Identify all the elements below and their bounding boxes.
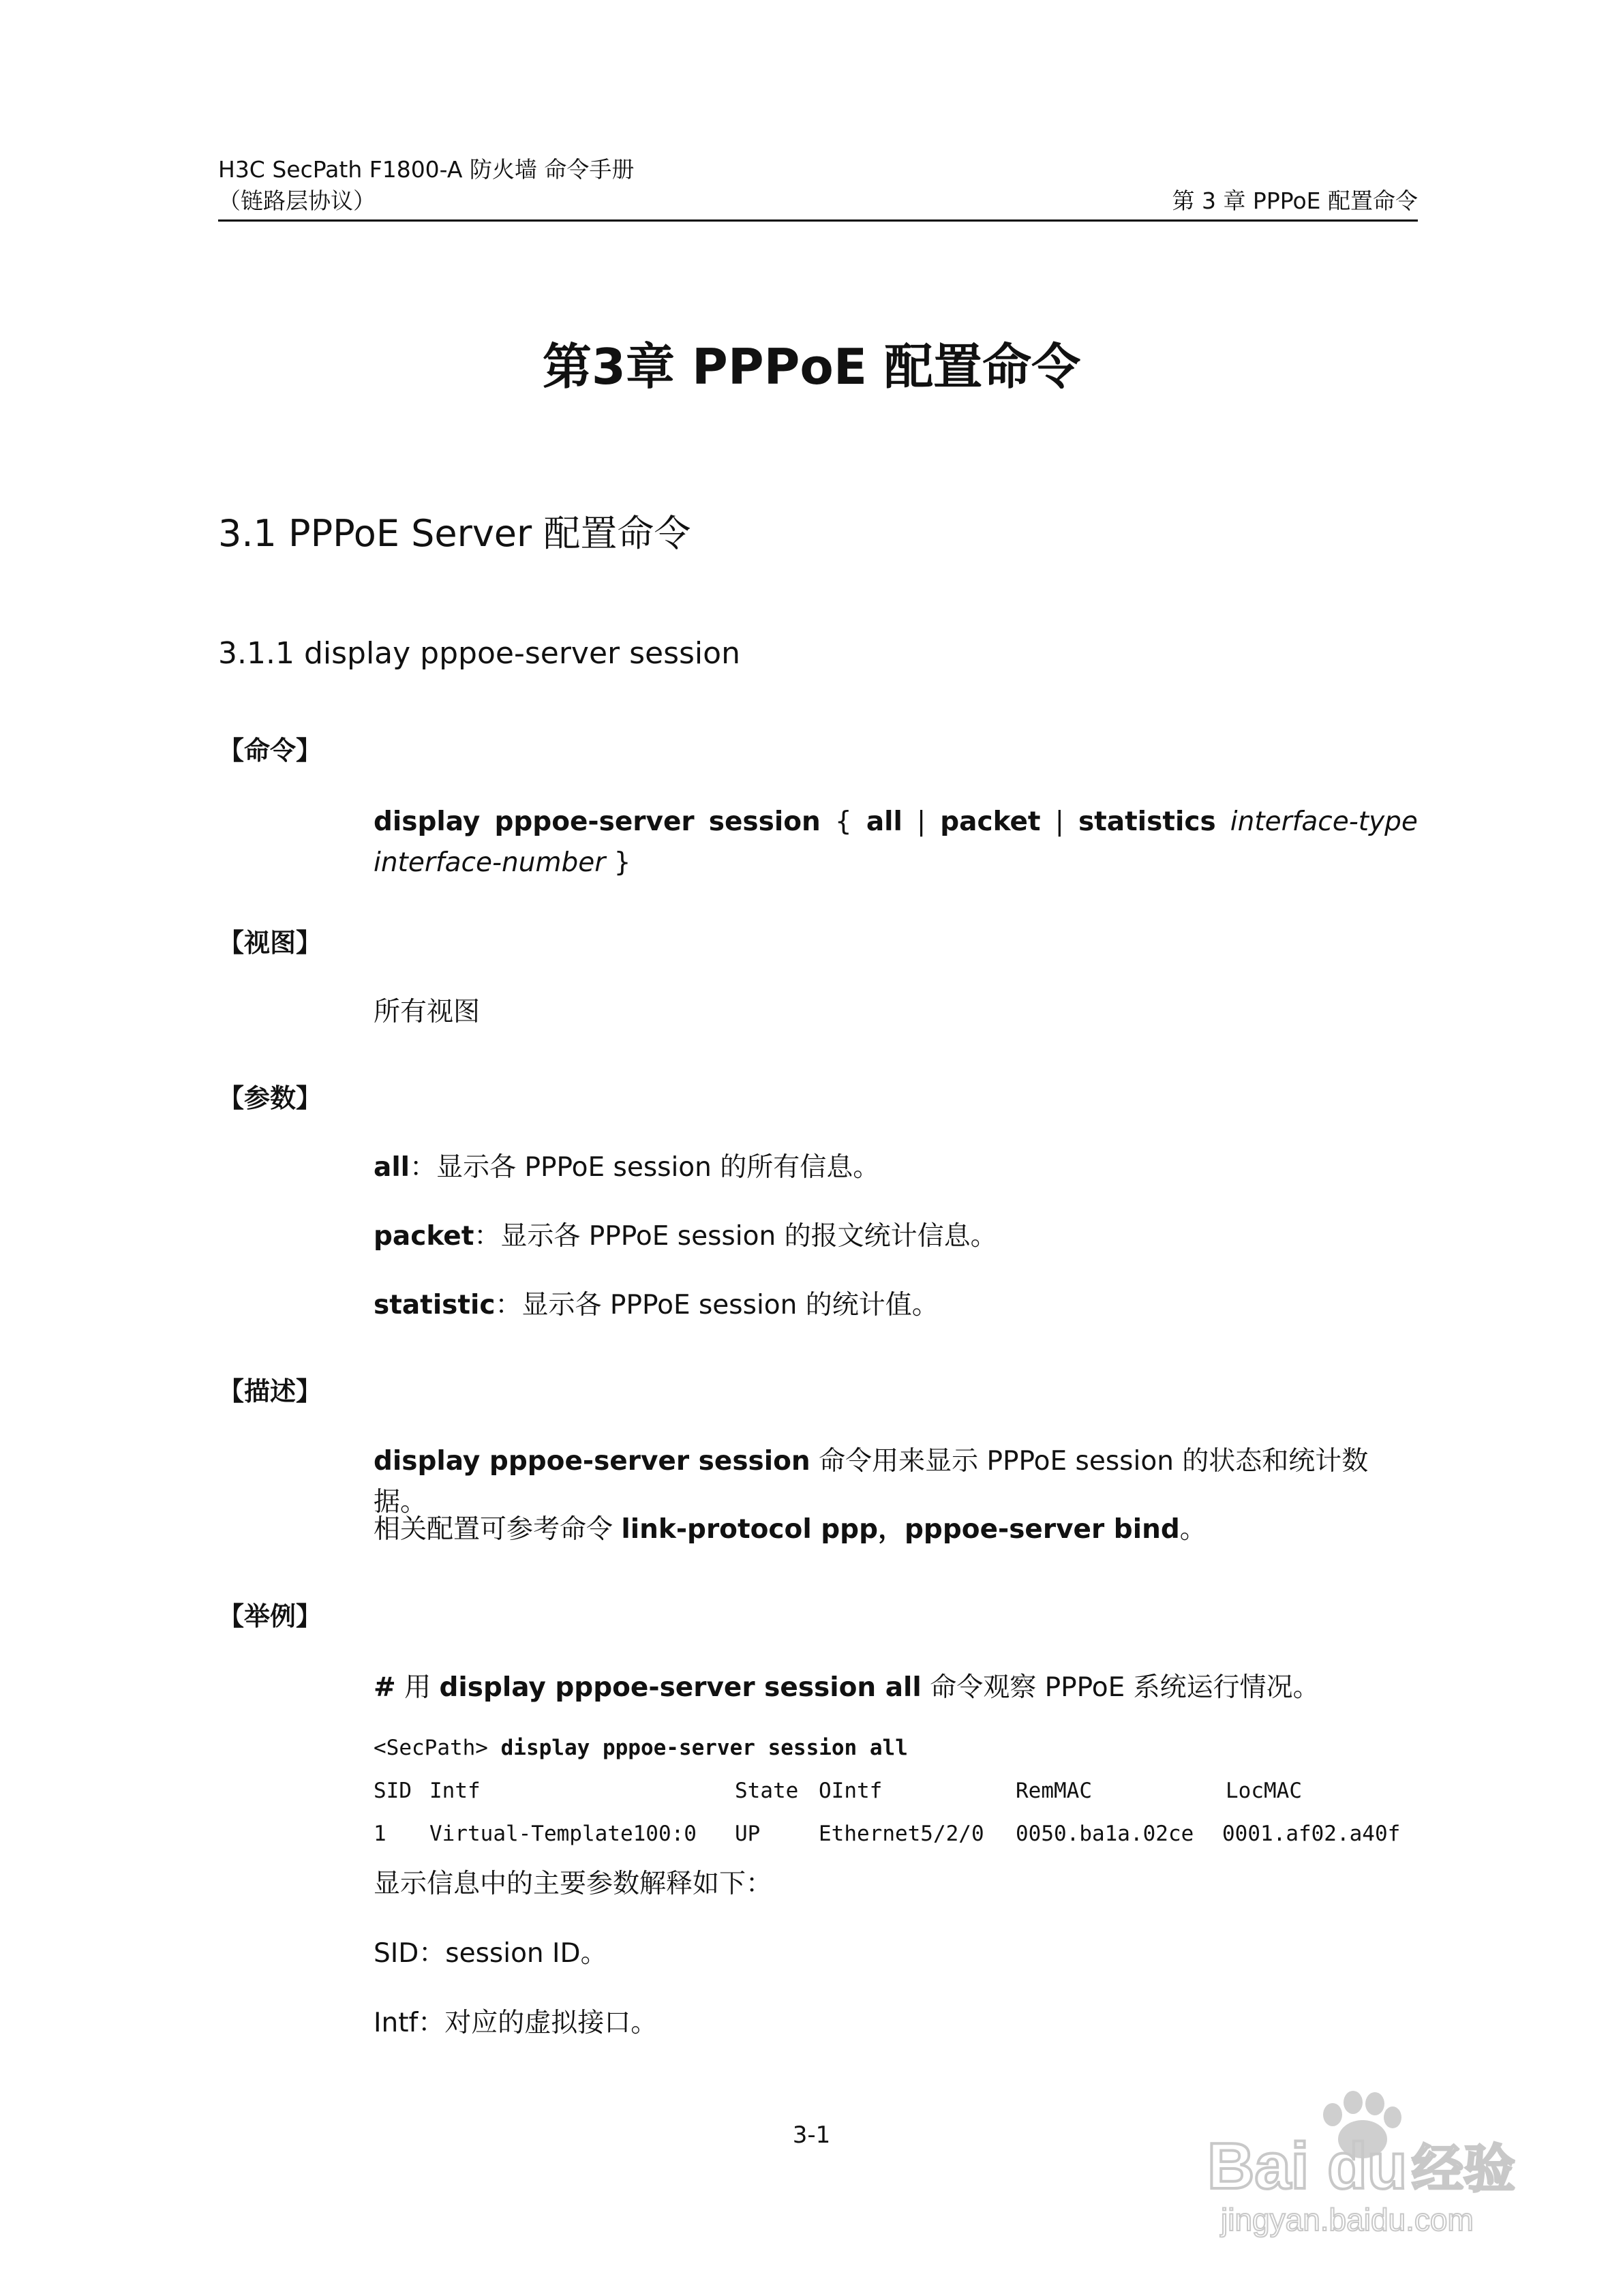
label-command: 【命令】 bbox=[218, 736, 322, 766]
cli-prompt: <SecPath> bbox=[374, 1736, 501, 1760]
col-header-locmac: LocMAC bbox=[1226, 1779, 1302, 1803]
watermark-brand: Bai du bbox=[1207, 2130, 1408, 2203]
cmd-brace: } bbox=[605, 847, 631, 878]
cli-prompt-line bbox=[374, 1736, 908, 1760]
view-text: 所有视图 bbox=[374, 997, 481, 1027]
example-intro-post: 命令观察 PPPoE 系统运行情况。 bbox=[921, 1672, 1320, 1703]
col-header-ointf: OIntf bbox=[819, 1779, 883, 1803]
cmd-pipe: | bbox=[1055, 806, 1064, 837]
param-desc: ：显示各 PPPoE session 的所有信息。 bbox=[410, 1152, 880, 1183]
cmd-word: all bbox=[866, 806, 902, 837]
cell-remmac: 0050.ba1a.02ce bbox=[1016, 1822, 1194, 1846]
desc-body: 命令用来显示 PPPoE session 的状态和统计数据。 bbox=[374, 1446, 1369, 1517]
label-params: 【参数】 bbox=[218, 1083, 322, 1113]
cli-table-row bbox=[374, 1822, 1423, 1849]
example-cmd: display pppoe-server session all bbox=[439, 1672, 922, 1703]
watermark-cn: 经验 bbox=[1412, 2139, 1515, 2199]
header-title: H3C SecPath F1800-A 防火墙 命令手册 bbox=[218, 156, 635, 183]
cmd-word: packet bbox=[940, 806, 1041, 837]
header-left bbox=[218, 154, 634, 217]
param-name: statistic bbox=[374, 1290, 496, 1320]
section-title: 3.1 PPPoE Server 配置命令 bbox=[218, 512, 691, 555]
param-name: all bbox=[374, 1152, 410, 1183]
chapter-title: 第3章 PPPoE 配置命令 bbox=[542, 338, 1081, 395]
cell-intf: Virtual-Template100:0 bbox=[429, 1822, 697, 1846]
cmd-arg: interface-type bbox=[1230, 806, 1418, 837]
intf-text: Intf：对应的虚拟接口。 bbox=[374, 2008, 658, 2038]
example-hash: # bbox=[374, 1672, 396, 1703]
label-view: 【视图】 bbox=[218, 928, 322, 958]
command-line-1 bbox=[374, 802, 1418, 843]
cmd-word: statistics bbox=[1078, 806, 1216, 837]
header-subtitle: （链路层协议） bbox=[218, 187, 376, 214]
cmd-word: session bbox=[708, 806, 821, 837]
example-intro bbox=[374, 1667, 1418, 1708]
cmd-word: pppoe-server bbox=[494, 806, 695, 837]
header-rule bbox=[218, 220, 1418, 222]
param-desc: ：显示各 PPPoE session 的统计值。 bbox=[495, 1290, 939, 1320]
cell-sid: 1 bbox=[374, 1822, 386, 1846]
desc-cmd: display pppoe-server session bbox=[374, 1446, 810, 1477]
cli-command: display pppoe-server session all bbox=[500, 1736, 908, 1760]
example-intro-pre: 用 bbox=[395, 1672, 440, 1703]
cmd-pipe: | bbox=[916, 806, 926, 837]
page-number: 3-1 bbox=[792, 2121, 831, 2149]
param-item bbox=[374, 1285, 1418, 1326]
param-item bbox=[374, 1147, 1418, 1188]
cell-ointf: Ethernet5/2/0 bbox=[819, 1822, 984, 1846]
cmd-brace: { bbox=[834, 806, 852, 837]
param-name: packet bbox=[374, 1221, 474, 1252]
subsection-title: 3.1.1 display pppoe-server session bbox=[218, 636, 740, 671]
desc-related bbox=[374, 1509, 1418, 1550]
cmd-arg: interface-number bbox=[374, 847, 606, 878]
col-header-sid: SID bbox=[374, 1779, 412, 1803]
header-right: 第 3 章 PPPoE 配置命令 bbox=[1172, 187, 1418, 214]
explain-text: 显示信息中的主要参数解释如下： bbox=[374, 1869, 773, 1899]
param-item bbox=[374, 1216, 1418, 1257]
related-suffix: 。 bbox=[1179, 1514, 1207, 1545]
watermark-url: jingyan.baidu.com bbox=[1221, 2202, 1474, 2237]
baidu-watermark bbox=[1187, 2052, 1541, 2243]
cli-table-header bbox=[374, 1779, 1423, 1806]
related-cmds: link-protocol ppp，pppoe-server bind bbox=[621, 1514, 1180, 1545]
cell-locmac: 0001.af02.a40f bbox=[1222, 1822, 1401, 1846]
col-header-state: State bbox=[735, 1779, 799, 1803]
cell-state: UP bbox=[735, 1822, 761, 1846]
param-desc: ：显示各 PPPoE session 的报文统计信息。 bbox=[474, 1221, 997, 1252]
command-syntax bbox=[374, 802, 1418, 883]
label-example: 【举例】 bbox=[218, 1601, 322, 1631]
col-header-remmac: RemMAC bbox=[1016, 1779, 1092, 1803]
cmd-word: display bbox=[374, 806, 481, 837]
sid-text: SID：session ID。 bbox=[374, 1938, 607, 1969]
command-line-2 bbox=[374, 843, 1418, 883]
col-header-intf: Intf bbox=[429, 1779, 481, 1803]
label-desc: 【描述】 bbox=[218, 1376, 322, 1406]
related-prefix: 相关配置可参考命令 bbox=[374, 1514, 622, 1545]
